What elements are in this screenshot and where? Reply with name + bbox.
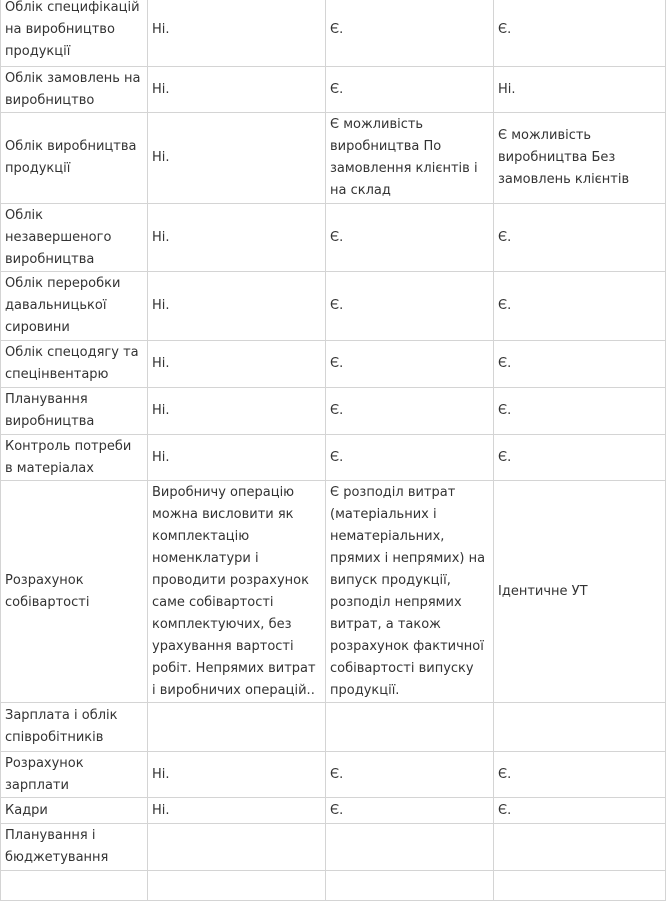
value-cell: Є. [494,798,666,824]
value-cell [326,824,494,871]
value-cell: Є. [326,341,494,388]
value-cell: Є. [326,752,494,798]
value-cell: Є. [326,435,494,481]
value-cell: Є. [494,752,666,798]
table-row [1,0,666,67]
value-cell: Ні. [148,341,326,388]
value-cell [494,703,666,752]
value-cell: Є розподіл витрат (матеріальних і нематеріальних, прямих і непрямих) на випуск продукції, розподіл непрямих витрат, а також розрахунок фактичної собівартості випуску продукції. [326,481,494,703]
value-cell [494,871,666,901]
table-row [1,272,666,341]
feature-cell: Облік специфікацій на виробництво продукції [1,0,148,67]
table-row [1,871,666,901]
value-cell: Ідентичне УТ [494,481,666,703]
value-cell: Ні. [148,752,326,798]
value-cell: Є. [326,67,494,113]
value-cell: Є. [494,272,666,341]
value-cell: Є можливість виробництва Без замовлень клієнтів [494,113,666,204]
feature-cell: Облік незавершеного виробництва [1,204,148,272]
value-cell: Ні. [148,798,326,824]
table-row [1,204,666,272]
value-cell: Є. [326,798,494,824]
value-cell: Ні. [148,113,326,204]
value-cell: Виробничу операцію можна висловити як комплектацію номенклатури і проводити розрахунок саме собівартості комплектуючих, без урахування вартості робіт. Непрямих витрат і виробничих операцій.. [148,481,326,703]
value-cell: Є. [494,388,666,435]
value-cell: Є можливість виробництва По замовлення клієнтів і на склад [326,113,494,204]
feature-cell: Розрахунок зарплати [1,752,148,798]
feature-cell: Облік переробки давальницької сировини [1,272,148,341]
value-cell [326,703,494,752]
table-row [1,435,666,481]
value-cell: Є. [326,272,494,341]
value-cell: Ні. [148,67,326,113]
table-row [1,752,666,798]
table-row [1,67,666,113]
table-row [1,341,666,388]
feature-cell: Облік замовлень на виробництво [1,67,148,113]
value-cell [148,824,326,871]
comparison-table-body [1,0,666,901]
table-row [1,388,666,435]
value-cell: Ні. [148,435,326,481]
value-cell [326,871,494,901]
value-cell: Є. [494,341,666,388]
table-row [1,113,666,204]
value-cell: Є. [326,0,494,67]
value-cell: Ні. [148,272,326,341]
value-cell: Є. [494,204,666,272]
value-cell: Є. [326,388,494,435]
value-cell [148,871,326,901]
feature-cell: Планування і бюджетування [1,824,148,871]
value-cell: Є. [326,204,494,272]
value-cell: Є. [494,435,666,481]
value-cell: Ні. [494,67,666,113]
table-row [1,481,666,703]
value-cell: Є. [494,0,666,67]
feature-cell: Розрахунок собівартості [1,481,148,703]
feature-cell [1,871,148,901]
feature-cell: Планування виробництва [1,388,148,435]
table-row [1,703,666,752]
feature-cell: Зарплата і облік співробітників [1,703,148,752]
table-row [1,798,666,824]
table-row [1,824,666,871]
value-cell: Ні. [148,388,326,435]
feature-cell: Облік спецодягу та спецінвентарю [1,341,148,388]
feature-cell: Облік виробництва продукції [1,113,148,204]
value-cell: Ні. [148,204,326,272]
feature-cell: Кадри [1,798,148,824]
value-cell [494,824,666,871]
feature-cell: Контроль потреби в матеріалах [1,435,148,481]
value-cell: Ні. [148,0,326,67]
value-cell [148,703,326,752]
